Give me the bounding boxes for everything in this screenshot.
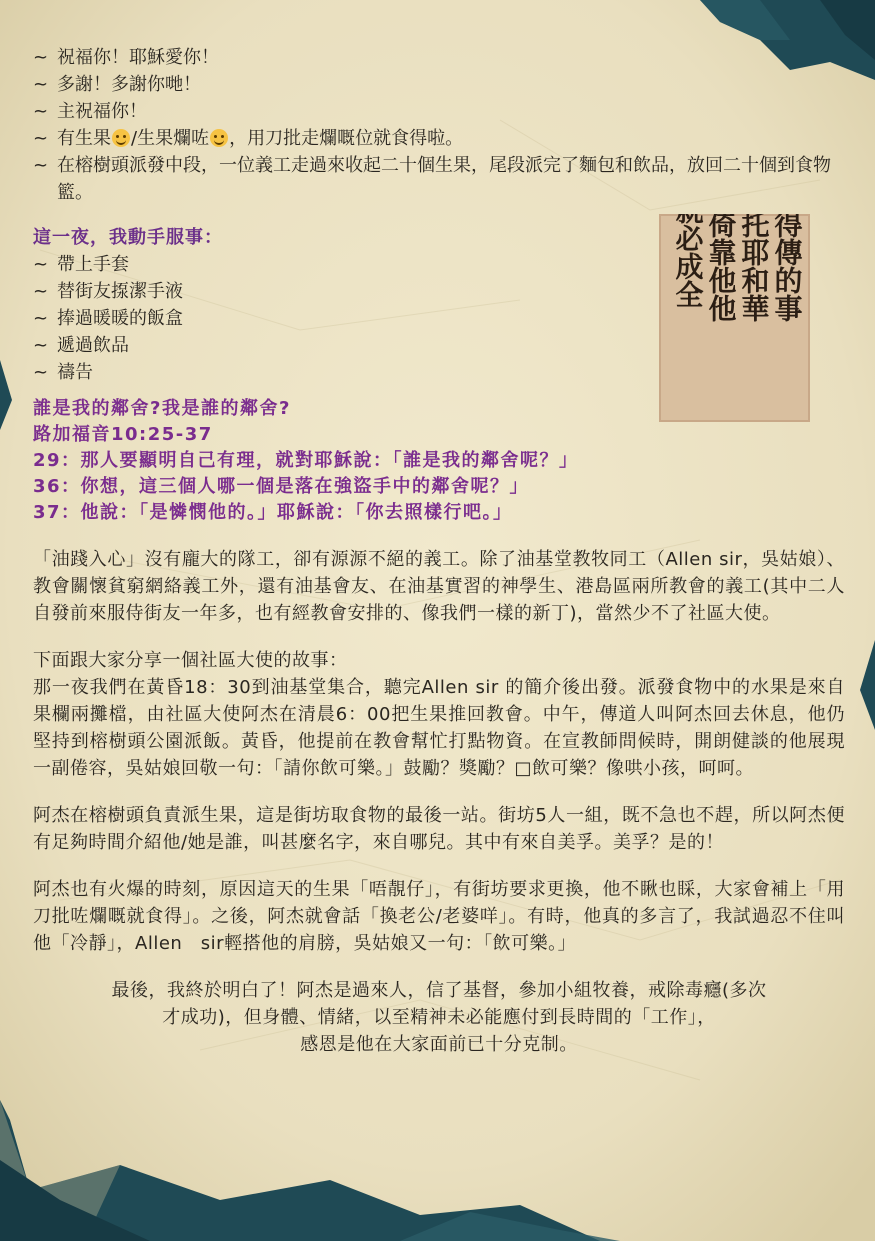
calligraphy-col4: 就必成全 — [671, 214, 705, 308]
paragraph: 阿杰在榕樹頭負責派生果，這是街坊取食物的最後一站。街坊5人一組，既不急也不趕，所以阿杰便有足夠時間介紹他/她是誰，叫甚麼名字，來自哪兒。其中有來自美孚。美孚？是的！ — [33, 805, 845, 853]
paragraph: 下面跟大家分享一個社區大使的故事： — [33, 650, 348, 671]
paragraph: 「油踐入心」沒有龐大的隊工，卻有源源不絕的義工。除了油基堂教牧同工（Allen sir，吳姑娘）、教會關懷貧窮網絡義工外，還有油基會友、在油基實習的神學生、港島區兩所教會的義工(其中二人自發前來服侍街友一年多，也有經教會安排的、像我們一樣的新丁)，當然少不了社區大使。 — [33, 549, 845, 624]
grinning-sweat-emoji-icon — [210, 129, 228, 147]
bible-question: 誰是我的鄰舍?我是誰的鄰舍? — [33, 398, 291, 419]
article-body — [33, 44, 845, 1058]
calligraphy-col1: 當得傳的事 — [770, 214, 804, 322]
closing-line-1: 最後，我終於明白了！阿杰是過來人，信了基督，參加小組牧養，戒除毒癮(多次 — [111, 980, 767, 1001]
grinning-sweat-emoji-icon — [112, 129, 130, 147]
bible-verse-37: 37：他說：「是憐憫他的。」耶穌說：「你去照樣行吧。」 — [33, 502, 513, 523]
service-item: ~ 替街友揼潔手液 — [33, 281, 183, 302]
calligraphy-col2: 交托耶和華 — [737, 214, 771, 322]
service-item: ~ 帶上手套 — [33, 254, 129, 275]
paragraph: 那一夜我們在黃昏18：30到油基堂集合，聽完Allen sir 的簡介後出發。派發食物中的水果是來自果欄兩攤檔，由社區大使阿杰在清晨6：00把生果推回教會。中午，傳道人叫阿杰回去休息，他仍堅持到榕樹頭公園派飯。黃昏，他提前在教會幫忙打點物資。在宣教師問候時，開朗健談的他展現一副倦容，吳姑娘回敬一句：「請你飲可樂。」鼓勵？獎勵？□飲可樂？像哄小孩，呵呵。 — [33, 677, 845, 779]
bible-reference: 路加福音10:25-37 — [33, 424, 213, 445]
service-heading: 這一夜，我動手服事： — [33, 227, 223, 248]
bible-verse-29: 29：那人要顯明自己有理，就對耶穌說：「誰是我的鄰舍呢？」 — [33, 450, 579, 471]
blessing-item: ~ 主祝福你！ — [33, 101, 147, 122]
fruit-line: ~ 有生果 /生果爛咗 ，用刀批走爛嘅位就食得啦。 — [33, 128, 464, 149]
bible-verse-36: 36：你想，這三個人哪一個是落在強盜手中的鄰舍呢？」 — [33, 476, 530, 497]
paragraph: 阿杰也有火爆的時刻，原因這天的生果「唔靚仔」，有街坊要求更換，他不瞅也睬，大家會補上「用刀批咗爛嘅就食得」。之後，阿杰就會話「換老公/老婆咩」。有時，他真的多言了，我試過忍不住叫他「冷靜」，Allen sir輕搭他的肩膀，吳姑娘又一句：「飲可樂。」 — [33, 879, 845, 954]
blessing-item: ~ 多謝！多謝你哋！ — [33, 74, 201, 95]
service-item: ~ 禱告 — [33, 362, 93, 383]
calligraphy-col3: 並倚靠他他 — [704, 214, 738, 322]
blessing-item: ~ 祝福你！耶穌愛你！ — [33, 47, 219, 68]
closing-line-2: 才成功)，但身體、情緒，以至精神未必能應付到長時間的「工作」， — [162, 1007, 716, 1028]
service-item: ~ 捧過暖暖的飯盒 — [33, 308, 183, 329]
service-item: ~ 遞過飲品 — [33, 335, 129, 356]
volunteer-line: ~ 在榕樹頭派發中段，一位義工走過來收起二十個生果，尾段派完了麵包和飲品，放回二十個到食物籃。 — [33, 155, 831, 203]
closing-line-3: 感恩是他在大家面前已十分克制。 — [300, 1034, 578, 1055]
